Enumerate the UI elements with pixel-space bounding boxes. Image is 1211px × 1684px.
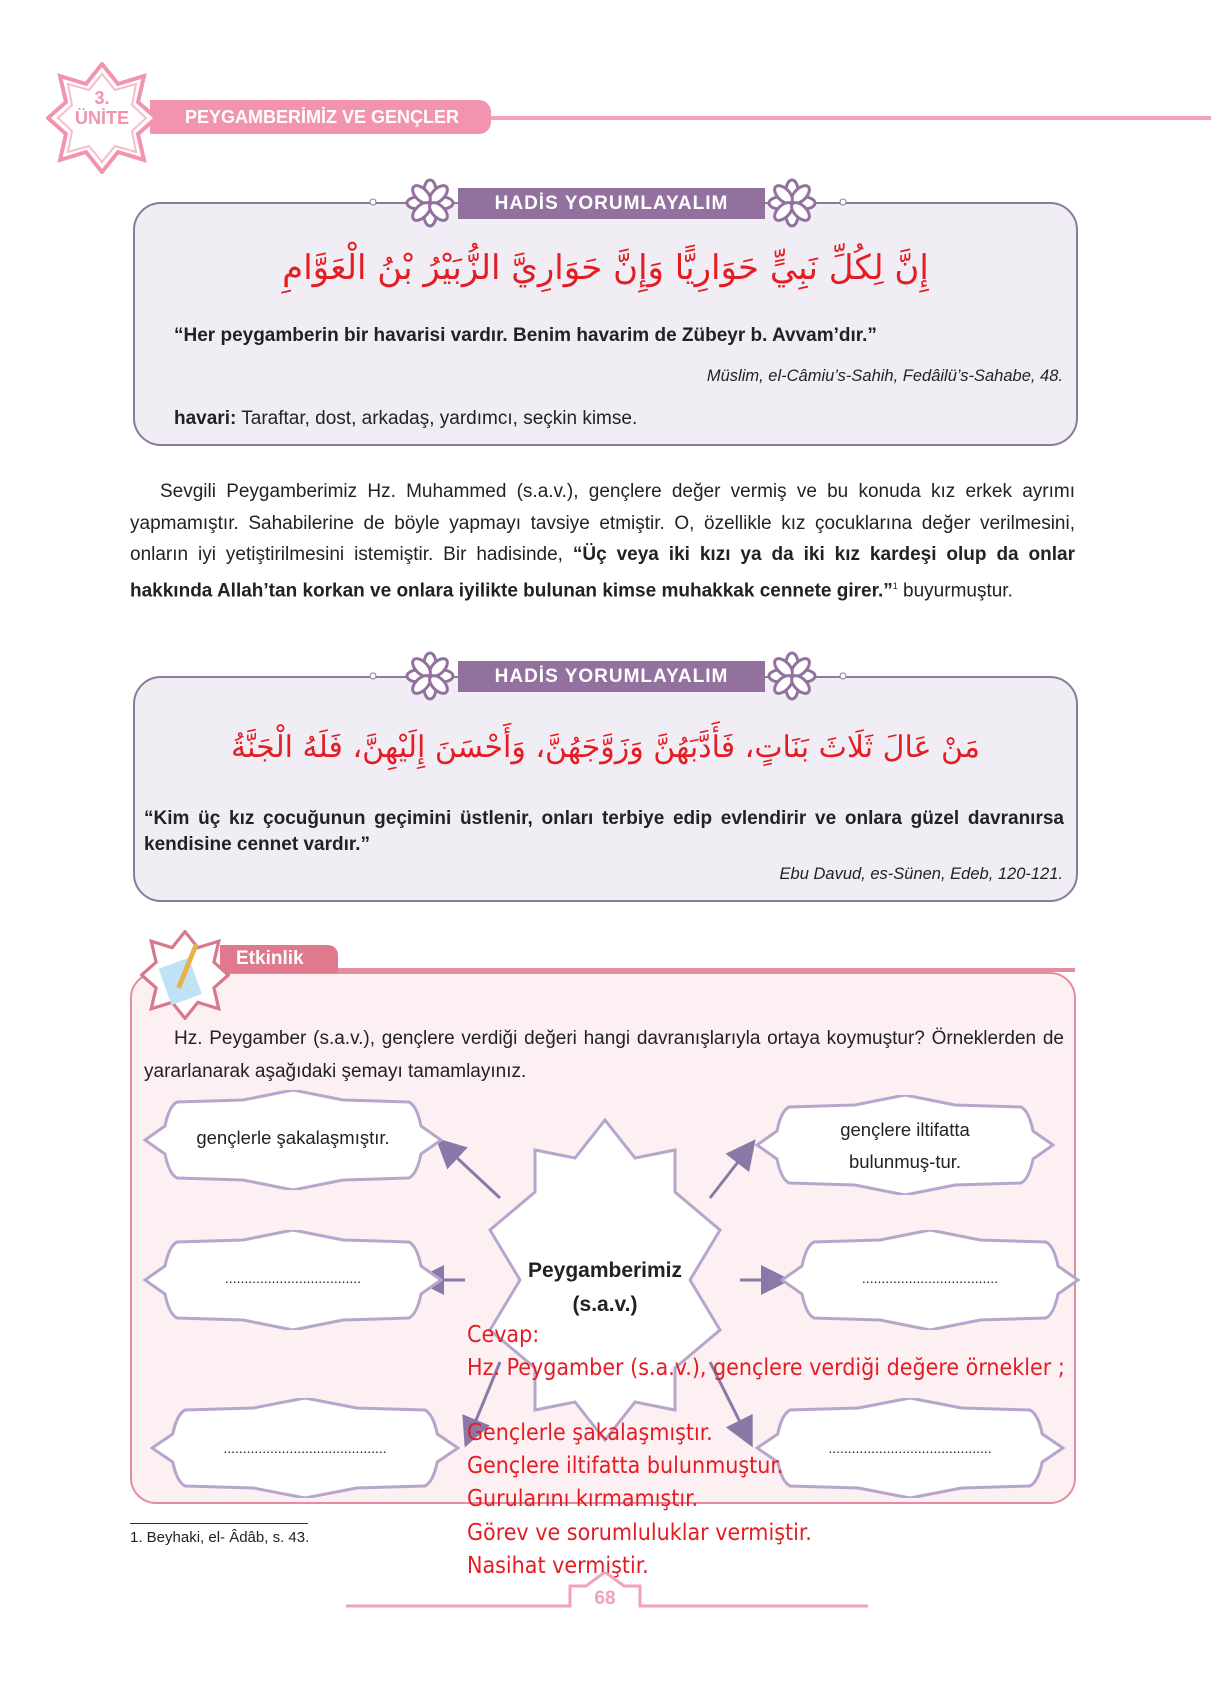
hadis-quote-2: “Kim üç kız çocuğunun geçimini üstlenir, onları terbiye edip evlendirir ve onlara güzel davranırsa kendisine cennet vardır.”: [144, 808, 1064, 855]
body-paragraph: [130, 476, 1075, 606]
activity-label: Etkinlik: [220, 945, 338, 973]
activity-question: Hz. Peygamber (s.a.v.), gençlere verdiği değeri hangi davranışlarıyla ortaya koymuştur? Örneklerden de yararlanarak aşağıdaki şemayı tamamlayınız.: [144, 1028, 1064, 1082]
hadis-quote-1: “Her peygamberin bir havarisi vardır. Benim havarim de Zübeyr b. Avvam’dır.”: [174, 325, 877, 346]
answer-line: Cevap:: [467, 1322, 540, 1348]
flower-icon: [405, 651, 455, 701]
hadis-source-1: Müslim, el-Câmiu’s-Sahih, Fedâilü’s-Sahabe, 48.: [706, 367, 1063, 385]
answer-line: Görev ve sorumluluklar vermiştir.: [467, 1520, 812, 1546]
center-label-line2: (s.a.v.): [572, 1293, 638, 1316]
paragraph-end: buyurmuştur.: [897, 579, 1013, 601]
hadis-arabic-2: مَنْ عَالَ ثَلَاثَ بَنَاتٍ، فَأَدَّبَهُنَّ وَزَوَّجَهُنَّ، وَأَحْسَنَ إِلَيْهِنَّ، فَلَهُ الْجَنَّةُ: [231, 730, 980, 765]
footnote: 1. Beyhaki, el- Âdâb, s. 43.: [130, 1529, 310, 1546]
hadis-label-1: HADİS YORUMLAYALIM: [458, 188, 765, 219]
answer-line: Gurularını kırmamıştır.: [467, 1486, 699, 1512]
footnote-mark: 1: [892, 580, 898, 591]
unit-number: 3.: [94, 88, 110, 108]
unit-header-line: [480, 116, 1211, 120]
answer-line: Nasihat vermiştir.: [467, 1553, 649, 1579]
page-number: 68: [594, 1588, 616, 1609]
answer-line: Gençlere iltifatta bulunmuştur.: [467, 1453, 784, 1479]
center-label-line1: Peygamberimiz: [527, 1259, 683, 1282]
bubble-blank: ..........................................: [828, 1440, 992, 1456]
center-label: [475, 1254, 735, 1322]
unit-title: PEYGAMBERİMİZ VE GENÇLER: [150, 100, 491, 134]
paragraph-hadith-quote: “Üç veya iki kızı ya da iki kız kardeşi olup da onlar hakkında Allah’tan korkan ve onlara iyilikte bulunan kimse muhakkak cennete girer.”: [130, 544, 1075, 601]
bubble-text: gençlere iltifatta bulunmuş-tur.: [840, 1119, 970, 1172]
flower-icon: [767, 178, 817, 228]
hadis-arabic-1: إِنَّ لِكُلِّ نَبِيٍّ حَوَارِيًّا وَإِنَّ حَوَارِيَّ الزُّبَيْرُ بْنُ الْعَوَّامِ: [282, 248, 929, 288]
glossary: [174, 408, 637, 430]
bubble-blank: ..........................................: [223, 1440, 387, 1456]
glossary-term: havari:: [174, 408, 237, 429]
bubble-blank: ...................................: [224, 1270, 362, 1286]
answer-line: Gençlerle şakalaşmıştır.: [467, 1420, 713, 1446]
activity-pencil-icon: [140, 930, 230, 1020]
footnote-divider: [130, 1523, 308, 1524]
paragraph-text: Sevgili Peygamberimiz Hz. Muhammed (s.a.v.), gençlere değer vermiş ve bu konuda kız erkek ayrımı yapmamıştır. Sahabilerine de böyle yapmayı tavsiye etmiştir. O, özellikle kız çocuklarına değer verilmesini, onların iyi yetiştirilmesini istemiştir. Bir hadisinde,: [130, 481, 1075, 565]
unit-label: ÜNİTE: [75, 108, 129, 128]
answer-line: Hz. Peygamber (s.a.v.), gençlere verdiği değere örnekler ;: [467, 1355, 1065, 1381]
bubble-blank: ...................................: [861, 1270, 999, 1286]
flower-icon: [405, 178, 455, 228]
hadis-label-2: HADİS YORUMLAYALIM: [458, 661, 765, 692]
glossary-definition: Taraftar, dost, arkadaş, yardımcı, seçkin kimse.: [236, 408, 638, 429]
arrow: [440, 1142, 500, 1198]
unit-badge-text: [66, 88, 138, 128]
flower-icon: [767, 651, 817, 701]
hadis-source-2: Ebu Davud, es-Sünen, Edeb, 120-121.: [779, 865, 1063, 883]
activity-header-line: [330, 968, 1075, 972]
arrow: [710, 1144, 752, 1198]
bubble-text: gençlerle şakalaşmıştır.: [196, 1127, 390, 1148]
